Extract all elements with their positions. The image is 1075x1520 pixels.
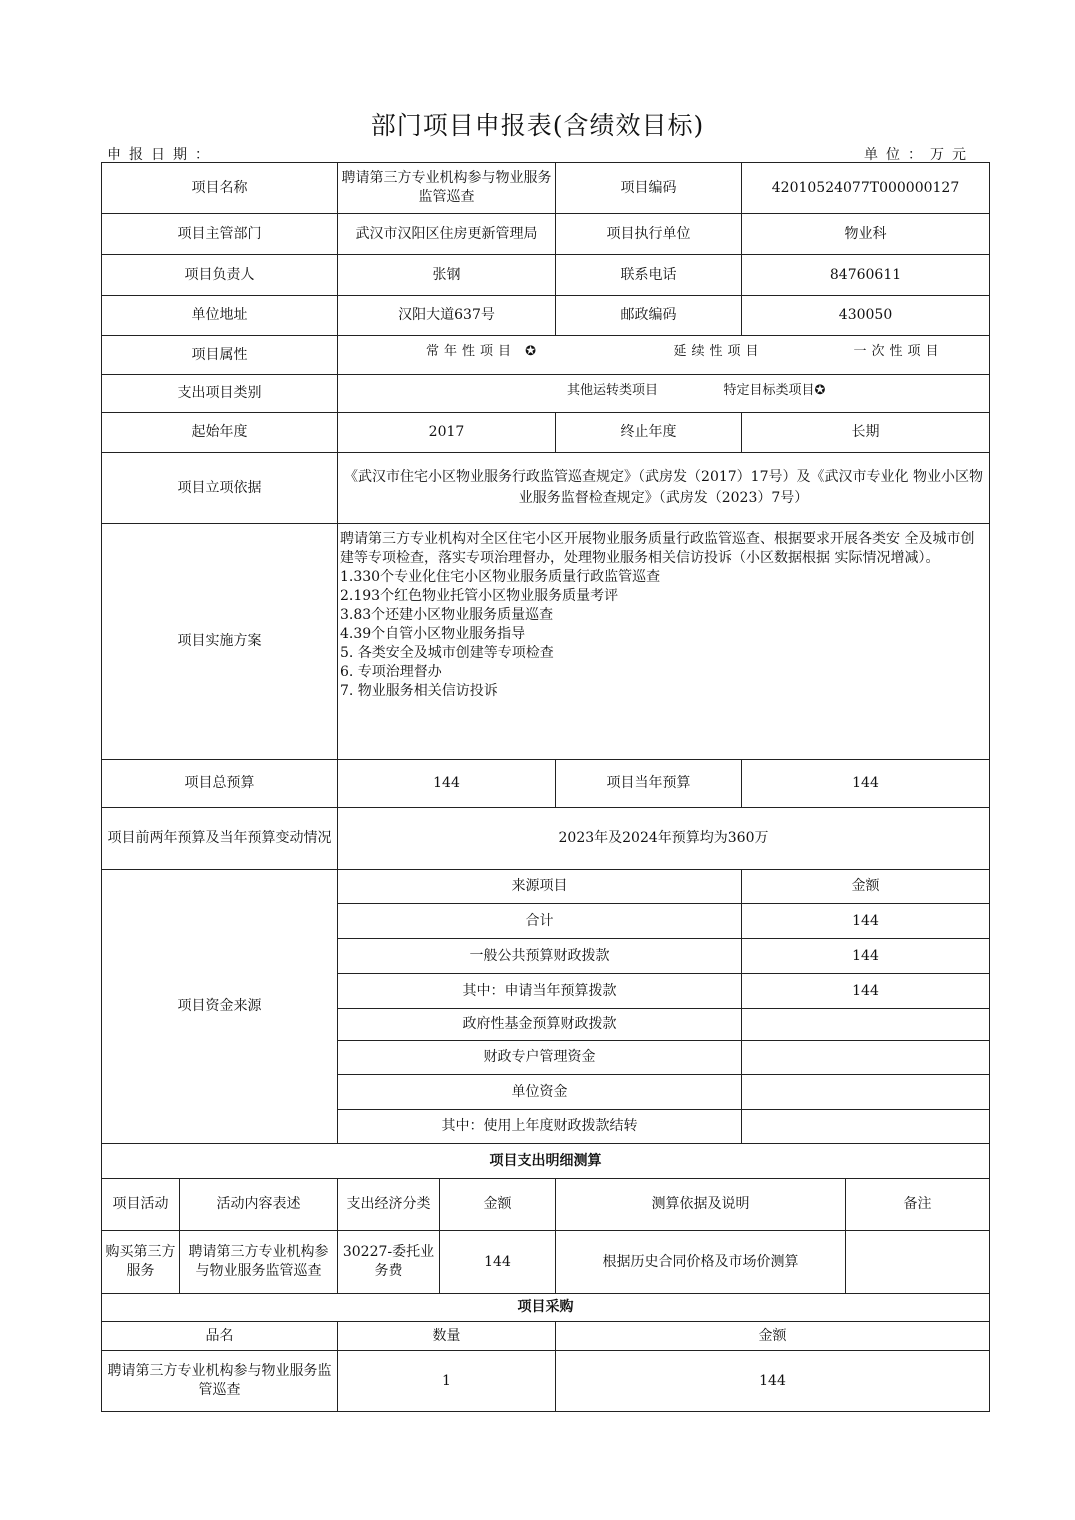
procurement-header-row: [102, 1322, 990, 1351]
owner-value: 张钢: [338, 255, 556, 296]
funding-item-amount: 144: [742, 939, 990, 974]
total-budget-value: 144: [338, 760, 556, 808]
category-options: [338, 375, 990, 413]
funding-item-amount: 144: [742, 974, 990, 1009]
funding-item-amount: 144: [742, 904, 990, 939]
plan-line: 2.193个红色物业托管小区物业服务质量考评: [340, 588, 619, 604]
project-code-label: 项目编码: [556, 163, 742, 214]
zip-value: 430050: [742, 296, 990, 336]
funding-item-name: 其中：使用上年度财政拨款结转: [338, 1110, 742, 1144]
unit-label: 单位：万元: [864, 147, 974, 163]
procurement-qty: 1: [338, 1351, 556, 1412]
procurement-head-qty: 数量: [338, 1322, 556, 1351]
detail-econ: 30227-委托业务费: [338, 1231, 440, 1294]
detail-header-row: [102, 1179, 990, 1231]
plan-label: 项目实施方案: [102, 524, 338, 760]
procurement-amount: 144: [556, 1351, 990, 1412]
plan-line: 6. 专项治理督办: [340, 664, 442, 680]
plan-line: 3.83个还建小区物业服务质量巡查: [340, 607, 554, 623]
detail-head-activity: 项目活动: [102, 1179, 180, 1231]
address-value: 汉阳大道637号: [338, 296, 556, 336]
funding-item-name: 财政专户管理资金: [338, 1041, 742, 1075]
category-label: 支出项目类别: [102, 375, 338, 413]
end-year-value: 长期: [742, 413, 990, 453]
detail-amount: 144: [440, 1231, 556, 1294]
detail-basis: 根据历史合同价格及市场价测算: [556, 1231, 846, 1294]
project-name-label: 项目名称: [102, 163, 338, 214]
row-budget: [102, 760, 990, 808]
budget-change-value: 2023年及2024年预算均为360万: [338, 808, 990, 870]
procurement-item: 聘请第三方专业机构参与物业服务监管巡查: [102, 1351, 338, 1412]
funding-item-name: 一般公共预算财政拨款: [338, 939, 742, 974]
plan-line: 4.39个自管小区物业服务指导: [340, 626, 526, 642]
procurement-section-row: [102, 1294, 990, 1322]
procurement-section-title: 项目采购: [102, 1294, 990, 1322]
detail-data-row: [102, 1231, 990, 1294]
detail-head-amount: 金额: [440, 1179, 556, 1231]
detail-head-basis: 测算依据及说明: [556, 1179, 846, 1231]
attr-option-continuing: 延续性项目: [673, 344, 764, 359]
page-title: 部门项目申报表(含绩效目标): [370, 111, 705, 140]
funding-header-row: [102, 870, 990, 904]
detail-head-econ: 支出经济分类: [338, 1179, 440, 1231]
funding-label: 项目资金来源: [102, 870, 338, 1144]
phone-value: 84760611: [742, 255, 990, 296]
row-basis: [102, 453, 990, 524]
plan-line: 7. 物业服务相关信访投诉: [340, 683, 498, 699]
row-category: [102, 375, 990, 413]
detail-section-row: [102, 1144, 990, 1179]
detail-content: 聘请第三方专业机构参与物业服务监管巡查: [180, 1231, 338, 1294]
funding-head-source: 来源项目: [338, 870, 742, 904]
year-budget-value: 144: [742, 760, 990, 808]
plan-line: 5. 各类安全及城市创建等专项检查: [340, 645, 554, 661]
detail-activity: 购买第三方服务: [102, 1231, 180, 1294]
basis-value: 《武汉市住宅小区物业服务行政监管巡查规定》（武房发（2017）17号）及《武汉市专业化 物业小区物业服务监督检查规定》（武房发（2023）7号）: [338, 453, 990, 524]
end-year-label: 终止年度: [556, 413, 742, 453]
row-years: [102, 413, 990, 453]
year-budget-label: 项目当年预算: [556, 760, 742, 808]
attr-option-annual: 常年性项目 ✪: [425, 344, 542, 359]
attribute-label: 项目属性: [102, 336, 338, 375]
start-year-value: 2017: [338, 413, 556, 453]
procurement-head-amount: 金额: [556, 1322, 990, 1351]
funding-item-amount: [742, 1041, 990, 1075]
funding-item-amount: [742, 1110, 990, 1144]
row-plan: [102, 524, 990, 760]
cat-option-operation: 其他运转类项目: [567, 383, 659, 398]
dept-value: 武汉市汉阳区住房更新管理局: [338, 214, 556, 255]
funding-item-amount: [742, 1009, 990, 1041]
funding-item-amount: [742, 1075, 990, 1110]
address-label: 单位地址: [102, 296, 338, 336]
funding-item-name: 政府性基金预算财政拨款: [338, 1009, 742, 1041]
declare-date-label: 申报日期：: [107, 147, 217, 163]
exec-value: 物业科: [742, 214, 990, 255]
project-name-value: 聘请第三方专业机构参与物业服务监管巡查: [338, 163, 556, 214]
phone-label: 联系电话: [556, 255, 742, 296]
detail-head-content: 活动内容表述: [180, 1179, 338, 1231]
plan-content: [338, 524, 990, 760]
attr-option-onetime: 一次性项目: [853, 344, 944, 359]
row-dept: [102, 214, 990, 255]
row-attribute: [102, 336, 990, 375]
project-code-value: 42010524077T000000127: [742, 163, 990, 214]
plan-line: 聘请第三方专业机构对全区住宅小区开展物业服务质量行政监管巡查、根据要求开展各类安 全及城市创建等专项检查，落实专项治理督办，处理物业服务相关信访投诉（小区数据根据 实际情况增减）。: [340, 531, 975, 566]
detail-remark: [846, 1231, 990, 1294]
attribute-options: [338, 336, 990, 375]
row-address: [102, 296, 990, 336]
funding-head-amount: 金额: [742, 870, 990, 904]
total-budget-label: 项目总预算: [102, 760, 338, 808]
funding-item-name: 合计: [338, 904, 742, 939]
funding-item-name: 单位资金: [338, 1075, 742, 1110]
row-project-name: [102, 163, 990, 214]
application-form: [101, 162, 990, 1412]
budget-change-label: 项目前两年预算及当年预算变动情况: [102, 808, 338, 870]
plan-line: 1.330个专业化住宅小区物业服务质量行政监管巡查: [340, 569, 661, 585]
procurement-head-item: 品名: [102, 1322, 338, 1351]
zip-label: 邮政编码: [556, 296, 742, 336]
row-owner: [102, 255, 990, 296]
cat-option-special: 特定目标类项目✪: [723, 383, 826, 398]
procurement-data-row: [102, 1351, 990, 1412]
funding-item-name: 其中：申请当年预算拨款: [338, 974, 742, 1009]
exec-label: 项目执行单位: [556, 214, 742, 255]
basis-label: 项目立项依据: [102, 453, 338, 524]
start-year-label: 起始年度: [102, 413, 338, 453]
detail-section-title: 项目支出明细测算: [102, 1144, 990, 1179]
detail-head-remark: 备注: [846, 1179, 990, 1231]
dept-label: 项目主管部门: [102, 214, 338, 255]
owner-label: 项目负责人: [102, 255, 338, 296]
row-budget-change: [102, 808, 990, 870]
